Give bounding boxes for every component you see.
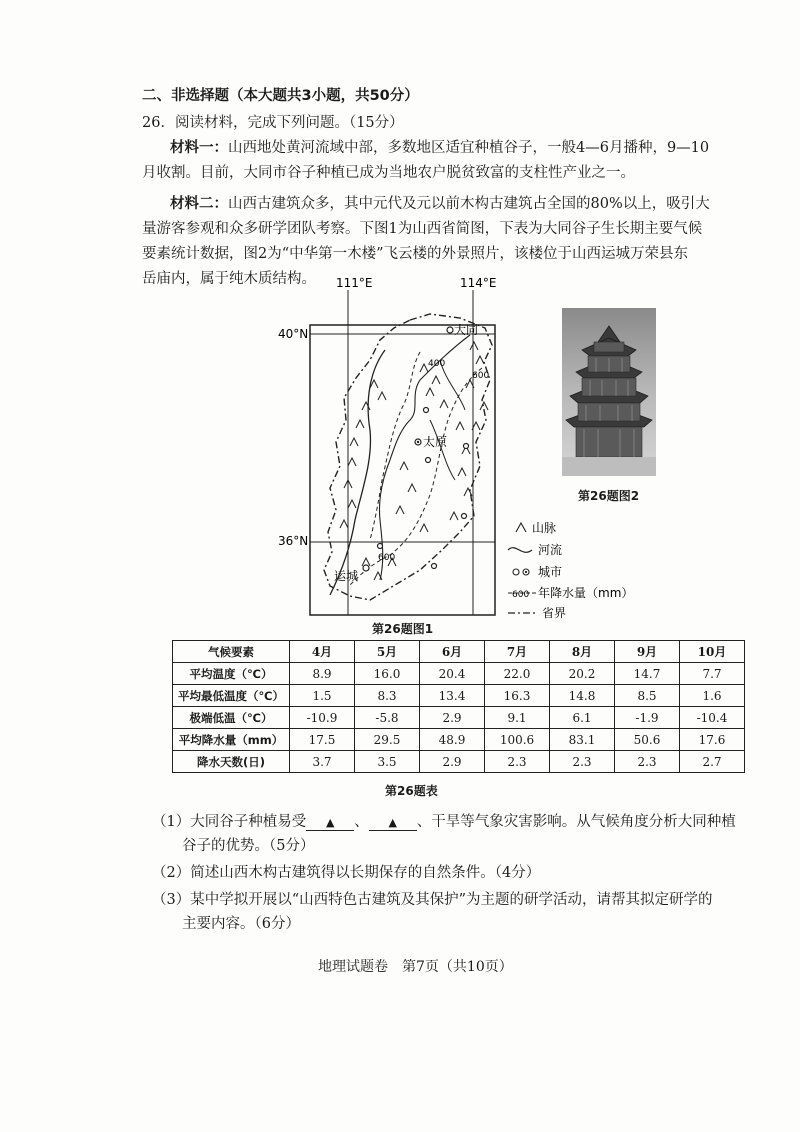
city-datong-label: 大同	[454, 323, 479, 337]
row-label-cell: 极端低温（℃）	[173, 707, 290, 729]
sub-question-3-line-2: 主要内容。（6分）	[182, 916, 300, 932]
mountain-ranges	[340, 342, 488, 580]
isohyet-600-label-north: 600	[472, 371, 490, 381]
lon-label-111: 111°E	[336, 276, 373, 290]
month-header-cell: 4月	[290, 641, 355, 663]
value-cell: 50.6	[615, 729, 680, 751]
map-legend	[508, 521, 633, 620]
material-1-line-2: 月收割。目前，大同市谷子种植已成为当地农户脱贫致富的支柱性产业之一。	[142, 165, 635, 181]
value-cell: 14.7	[615, 663, 680, 685]
photo-caption: 第26题图2	[578, 489, 640, 503]
isohyet-600	[350, 368, 482, 585]
sub-question-3-line-1: （3）某中学拟开展以“山西特色古建筑及其保护”为主题的研学活动，请帮其拟定研学的	[152, 892, 713, 908]
value-cell: 1.5	[290, 685, 355, 707]
material-2-line-1	[170, 194, 710, 214]
material-2-line-3: 要素统计数据，图2为“中华第一木楼”飞云楼的外景照片，该楼位于山西运城万荣县东	[142, 246, 689, 262]
value-cell: 83.1	[550, 729, 615, 751]
value-cell: 16.0	[355, 663, 420, 685]
tributary-2	[430, 420, 455, 480]
city-yuncheng-label: 运城	[334, 569, 359, 583]
legend-isohyet-sample: 600	[512, 590, 530, 600]
question-header: 26．阅读材料，完成下列问题。（15分）	[142, 115, 404, 131]
isohyet-400-label: 400	[428, 359, 446, 369]
value-cell: 2.9	[420, 751, 485, 773]
table-caption: 第26题表	[385, 784, 438, 798]
table-row	[173, 751, 745, 773]
river-legend-icon	[508, 548, 532, 553]
sub-question-1-prefix: （1）大同谷子种植易受	[152, 814, 307, 830]
value-cell: 13.4	[420, 685, 485, 707]
value-cell: 8.9	[290, 663, 355, 685]
city-taiyuan-label: 太原	[423, 435, 448, 449]
value-cell: -5.8	[355, 707, 420, 729]
value-cell: -10.9	[290, 707, 355, 729]
value-cell: 7.7	[680, 663, 745, 685]
answer-blank-2[interactable]: ▲	[369, 816, 417, 831]
legend-mountain-label: 山脉	[532, 521, 557, 535]
province-border	[324, 314, 492, 600]
value-cell: 2.3	[485, 751, 550, 773]
row-label-cell: 平均最低温度（℃）	[173, 685, 290, 707]
table-row	[173, 685, 745, 707]
value-cell: -10.4	[680, 707, 745, 729]
legend-border-label: 省界	[542, 606, 567, 620]
feiyun-tower-photo	[562, 308, 656, 476]
climate-table	[172, 640, 745, 773]
value-cell: 16.3	[485, 685, 550, 707]
isohyet-600-label-south: 600	[378, 553, 396, 563]
city-marker	[424, 408, 429, 413]
value-cell: 2.7	[680, 751, 745, 773]
material-2-text-1: 山西古建筑众多，其中元代及元以前木构古建筑占全国的80%以上，吸引大	[228, 196, 710, 212]
value-cell: 9.1	[485, 707, 550, 729]
month-header-cell: 9月	[615, 641, 680, 663]
value-cell: 20.4	[420, 663, 485, 685]
value-cell: 20.2	[550, 663, 615, 685]
table-header-row	[173, 641, 745, 663]
map-caption: 第26题图1	[372, 622, 434, 636]
value-cell: 3.5	[355, 751, 420, 773]
lat-label-36: 36°N	[278, 534, 309, 548]
blank-separator: 、	[354, 814, 369, 830]
city-marker	[426, 458, 431, 463]
city-marker	[464, 444, 469, 449]
value-cell: 48.9	[420, 729, 485, 751]
row-label-cell: 平均温度（℃）	[173, 663, 290, 685]
city-marker	[378, 544, 383, 549]
lat-label-40: 40°N	[278, 327, 309, 341]
table-header-cell: 气候要素	[173, 641, 290, 663]
material-1-text-1: 山西地处黄河流域中部，多数地区适宜种植谷子，一般4—6月播种，9—10	[228, 140, 710, 156]
lon-label-114: 114°E	[460, 276, 497, 290]
value-cell: 29.5	[355, 729, 420, 751]
row-label-cell: 降水天数(日)	[173, 751, 290, 773]
city-marker	[462, 514, 467, 519]
value-cell: 1.6	[680, 685, 745, 707]
legend-city-label: 城市	[538, 565, 563, 579]
material-1-line-1	[170, 138, 709, 158]
city-datong-marker	[447, 327, 453, 333]
value-cell: 2.9	[420, 707, 485, 729]
legend-precip-label: 年降水量（mm）	[538, 586, 634, 600]
fen-river	[379, 335, 470, 580]
answer-blank-1[interactable]: ▲	[306, 816, 354, 831]
value-cell: 6.1	[550, 707, 615, 729]
material-2-line-4: 岳庙内，属于纯木质结构。	[142, 271, 316, 287]
sub-question-1-line-2: 谷子的优势。（5分）	[182, 838, 315, 854]
month-header-cell: 8月	[550, 641, 615, 663]
month-header-cell: 7月	[485, 641, 550, 663]
city-yuncheng-marker	[363, 565, 369, 571]
table-row	[173, 729, 745, 751]
value-cell: 17.6	[680, 729, 745, 751]
month-header-cell: 6月	[420, 641, 485, 663]
value-cell: 8.5	[615, 685, 680, 707]
value-cell: 2.3	[615, 751, 680, 773]
yellow-river	[330, 350, 385, 595]
month-header-cell: 5月	[355, 641, 420, 663]
value-cell: 100.6	[485, 729, 550, 751]
sub-question-1-suffix: 、干旱等气象灾害影响。从气候角度分析大同种植	[416, 814, 736, 830]
value-cell: 2.3	[550, 751, 615, 773]
value-cell: 17.5	[290, 729, 355, 751]
material-2-line-2: 量游客参观和众多研学团队考察。下图1为山西省简图，下表为大同谷子生长期主要气候	[142, 221, 703, 237]
mountain-legend-icon	[516, 523, 526, 532]
city-marker	[432, 564, 437, 569]
value-cell: 8.3	[355, 685, 420, 707]
city-legend-icon	[513, 569, 519, 575]
section-title: 二、非选择题（本大题共3小题，共50分）	[142, 88, 419, 104]
value-cell: 3.7	[290, 751, 355, 773]
sub-question-2: （2）简述山西木构古建筑得以长期保存的自然条件。（4分）	[152, 865, 541, 881]
table-row	[173, 663, 745, 685]
sub-question-1	[152, 812, 736, 832]
page-footer: 地理试题卷 第7页（共10页）	[318, 959, 513, 975]
value-cell: 22.0	[485, 663, 550, 685]
value-cell: -1.9	[615, 707, 680, 729]
material-1-label: 材料一：	[170, 140, 228, 156]
table-row	[173, 707, 745, 729]
row-label-cell: 平均降水量（mm）	[173, 729, 290, 751]
legend-river-label: 河流	[538, 543, 563, 557]
month-header-cell: 10月	[680, 641, 745, 663]
value-cell: 14.8	[550, 685, 615, 707]
material-2-label: 材料二：	[170, 196, 228, 212]
